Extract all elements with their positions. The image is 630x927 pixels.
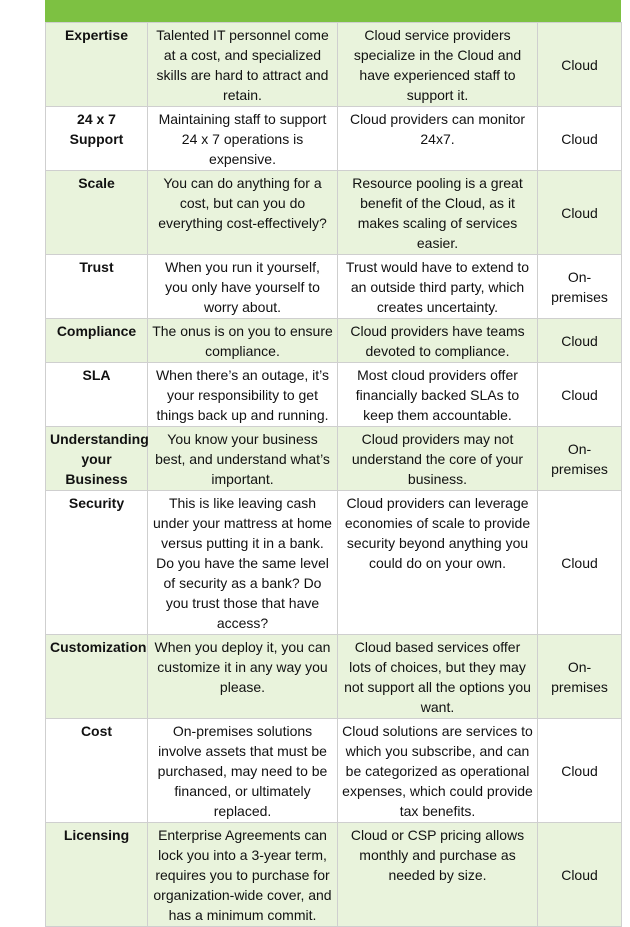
- winner-cell: Cloud: [538, 719, 622, 823]
- winner-cell: Cloud: [538, 23, 622, 107]
- winner-cell: On-premises: [538, 635, 622, 719]
- row-topic: 24 x 7 Support: [46, 107, 148, 171]
- cloud-text: Resource pooling is a great benefit of the Cloud, as it makes scaling of services easier.: [338, 171, 538, 255]
- winner-cell: Cloud: [538, 823, 622, 927]
- table-row: [46, 319, 622, 363]
- cloud-text: Cloud based services offer lots of choices, but they may not support all the options you want.: [338, 635, 538, 719]
- cloud-text: Most cloud providers offer financially backed SLAs to keep them accountable.: [338, 363, 538, 427]
- on-premises-text: You can do anything for a cost, but can you do everything cost-effectively?: [148, 171, 338, 255]
- winner-cell: On-premises: [538, 255, 622, 319]
- table-row: [46, 491, 622, 635]
- table-row: [46, 107, 622, 171]
- table-row: [46, 635, 622, 719]
- table-row: [46, 363, 622, 427]
- table-row: [46, 427, 622, 491]
- comparison-table: [45, 22, 622, 927]
- cloud-text: Cloud providers can monitor 24x7.: [338, 107, 538, 171]
- row-topic: Security: [46, 491, 148, 635]
- on-premises-text: When there’s an outage, it’s your responsibility to get things back up and running.: [148, 363, 338, 427]
- winner-cell: Cloud: [538, 491, 622, 635]
- winner-cell: Cloud: [538, 107, 622, 171]
- cloud-text: Trust would have to extend to an outside third party, which creates uncertainty.: [338, 255, 538, 319]
- cloud-text: Cloud or CSP pricing allows monthly and purchase as needed by size.: [338, 823, 538, 927]
- on-premises-text: Maintaining staff to support 24 x 7 operations is expensive.: [148, 107, 338, 171]
- row-topic: SLA: [46, 363, 148, 427]
- on-premises-text: When you deploy it, you can customize it in any way you please.: [148, 635, 338, 719]
- cloud-text: Cloud providers may not understand the core of your business.: [338, 427, 538, 491]
- winner-cell: Cloud: [538, 319, 622, 363]
- cloud-text: Cloud service providers specialize in the Cloud and have experienced staff to support it.: [338, 23, 538, 107]
- table-row: [46, 823, 622, 927]
- table-row: [46, 23, 622, 107]
- row-topic: Compliance: [46, 319, 148, 363]
- table-row: [46, 719, 622, 823]
- cloud-text: Cloud providers can leverage economies of scale to provide security beyond anything you could do on your own.: [338, 491, 538, 635]
- on-premises-text: You know your business best, and understand what’s important.: [148, 427, 338, 491]
- cloud-text: Cloud providers have teams devoted to compliance.: [338, 319, 538, 363]
- row-topic: Scale: [46, 171, 148, 255]
- table-header-bar: [45, 0, 621, 22]
- row-topic: Trust: [46, 255, 148, 319]
- winner-cell: Cloud: [538, 363, 622, 427]
- cloud-text: Cloud solutions are services to which you subscribe, and can be categorized as operational expenses, which could provide tax benefits.: [338, 719, 538, 823]
- on-premises-text: Enterprise Agreements can lock you into a 3-year term, requires you to purchase for organization-wide cover, and has a minimum commit.: [148, 823, 338, 927]
- row-topic: Cost: [46, 719, 148, 823]
- row-topic: Customization: [46, 635, 148, 719]
- row-topic: Licensing: [46, 823, 148, 927]
- winner-cell: Cloud: [538, 171, 622, 255]
- table-row: [46, 255, 622, 319]
- winner-cell: On-premises: [538, 427, 622, 491]
- on-premises-text: When you run it yourself, you only have yourself to worry about.: [148, 255, 338, 319]
- table-row: [46, 171, 622, 255]
- on-premises-text: Talented IT personnel come at a cost, and specialized skills are hard to attract and retain.: [148, 23, 338, 107]
- on-premises-text: The onus is on you to ensure compliance.: [148, 319, 338, 363]
- on-premises-text: On-premises solutions involve assets that must be purchased, may need to be financed, or ultimately replaced.: [148, 719, 338, 823]
- row-topic: Understanding your Business: [46, 427, 148, 491]
- on-premises-text: This is like leaving cash under your mattress at home versus putting it in a bank. Do you have the same level of security as a bank? Do you trust those that have access?: [148, 491, 338, 635]
- row-topic: Expertise: [46, 23, 148, 107]
